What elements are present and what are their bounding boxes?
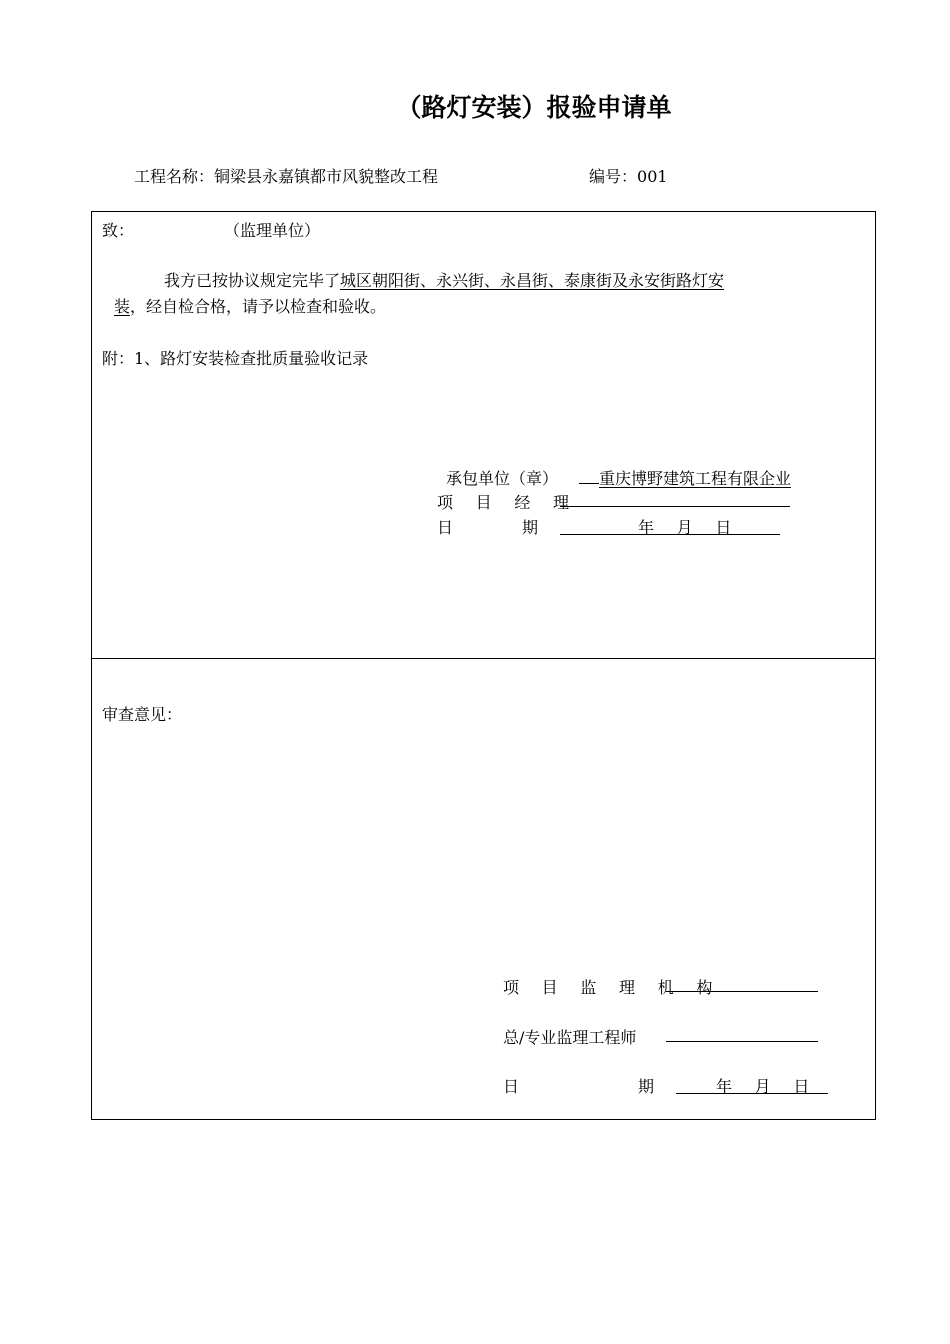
body-text-line-2 (114, 294, 386, 317)
chief-engineer-label: 总/专业监理工程师 (503, 1028, 637, 1047)
contractor-label: 承包单位（章） (446, 469, 559, 488)
body-prefix: 我方已按协议规定完毕了 (164, 271, 341, 290)
contractor-date-label-right: 期 (522, 518, 539, 537)
contractor-date-label-left: 日 (437, 518, 454, 537)
work-scope-part-2: 装 (114, 297, 131, 316)
supervisor-date-label-left: 日 (503, 1077, 520, 1096)
attachment-line: 附：1、路灯安装检查批质量验收记录 (102, 349, 369, 368)
form-title: （路灯安装）报验申请单 (396, 93, 672, 122)
supervision-agency-line (666, 975, 818, 992)
contractor-value: 重庆博野建筑工程有限企业 (599, 469, 792, 488)
chief-engineer-line (666, 1025, 818, 1042)
review-opinion-label: 审查意见： (102, 705, 183, 724)
chief-engineer-field (666, 1025, 818, 1046)
contractor-field-lead (579, 467, 599, 484)
to-label: 致： (102, 221, 135, 240)
supervision-agency-field (666, 975, 818, 996)
section-divider (92, 658, 875, 659)
supervisor-date-value: 年 月 日 (716, 1077, 819, 1096)
contractor-date-field (560, 515, 780, 535)
project-name-value: 铜梁县永嘉镇都市风貌整改工程 (214, 167, 439, 186)
project-manager-line (560, 490, 790, 507)
supervisor-date-field (676, 1074, 828, 1094)
project-name-label: 工程名称： (134, 167, 215, 186)
work-scope-part-1: 城区朝阳街、永兴街、永昌街、泰康街及永安街路灯安 (340, 271, 725, 290)
project-name (134, 164, 438, 187)
body-text-line-1 (164, 268, 724, 291)
body-suffix: ，经自检合格，请予以检查和验收。 (130, 297, 387, 316)
supervisor-unit-placeholder: （监理单位） (224, 221, 321, 240)
application-form-table (91, 211, 876, 1120)
project-manager-label: 项 目 经 理 (437, 493, 578, 512)
supervisor-date-label-right: 期 (638, 1077, 655, 1096)
contractor-field (579, 466, 829, 489)
document-number-label: 编号： (589, 167, 638, 186)
supervision-agency-label: 项 目 监 理 机 构 (503, 978, 722, 997)
document-number-value: 001 (637, 167, 668, 186)
contractor-date-value: 年 月 日 (638, 518, 741, 537)
project-manager-field (560, 490, 790, 511)
document-number (589, 164, 668, 187)
